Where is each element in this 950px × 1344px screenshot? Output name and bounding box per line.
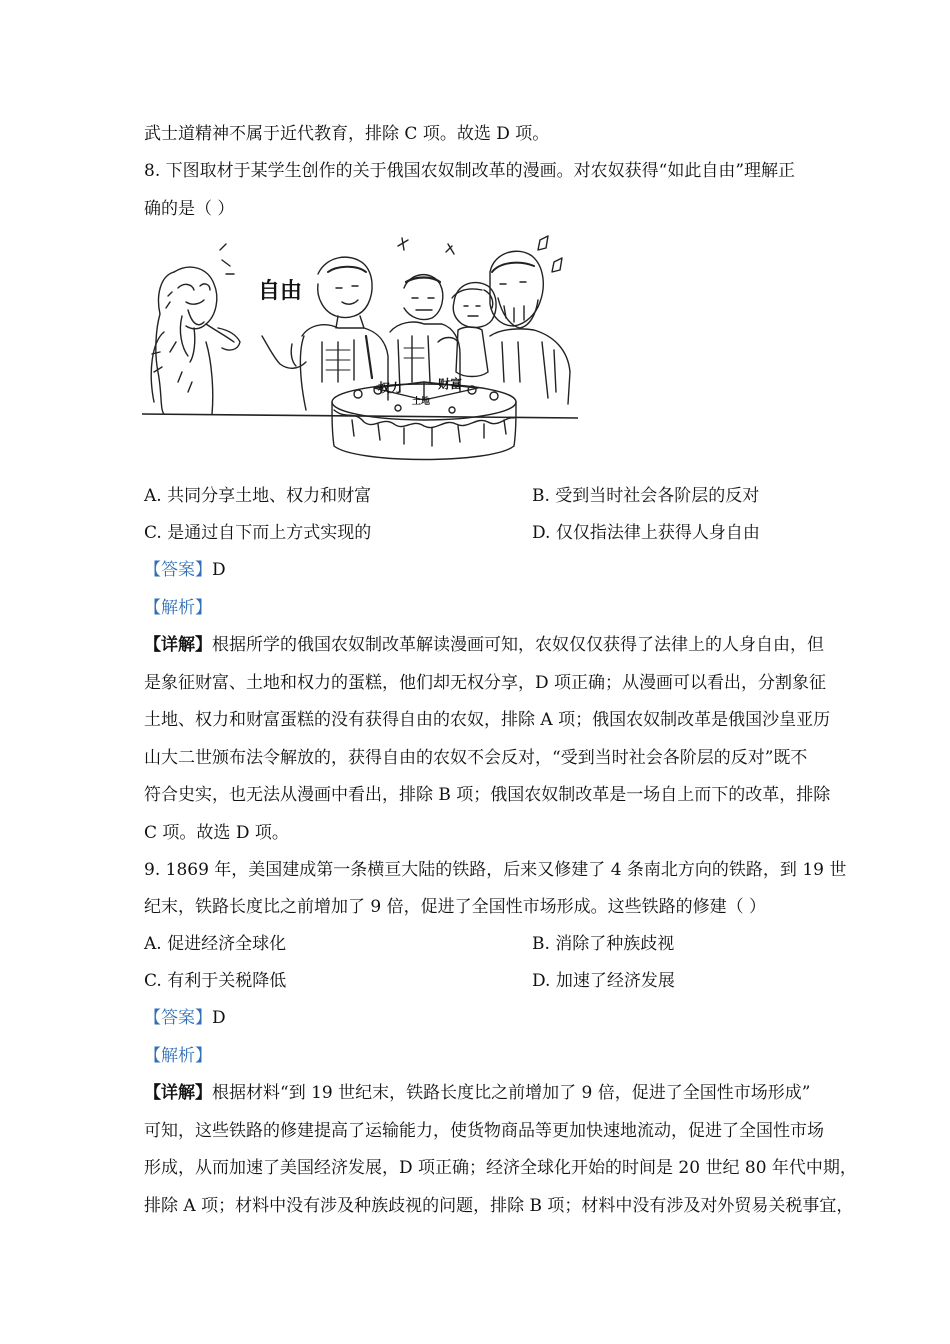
answer-value: D: [212, 1008, 226, 1028]
q8-option-c: C. 是通过自下而上方式实现的: [144, 523, 372, 543]
q9-detail-line-3: 形成，从而加速了美国经济发展，D 项正确；经济全球化开始的时间是 20 世纪 80 年代中期，: [144, 1158, 857, 1178]
q8-detail-line-1: [144, 633, 824, 657]
q8-detail-line-3: 土地、权力和财富蛋糕的没有获得自由的农奴，排除 A 项；俄国农奴制改革是俄国沙皇亚历: [144, 710, 831, 730]
cake-label-power: 权力: [378, 381, 403, 395]
q9-option-c: C. 有利于关税降低: [144, 971, 287, 991]
q9-detail-line-2: 可知，这些铁路的修建提高了运输能力，使货物商品等更加快速地流动，促进了全国性市场: [144, 1121, 824, 1141]
carryover-text: 武士道精神不属于近代教育，排除 C 项。故选 D 项。: [144, 124, 550, 144]
q8-detail-line-4: 山大二世颁布法令解放的，获得自由的农奴不会反对，“受到当时社会各阶层的反对”既不: [144, 748, 808, 768]
q8-stem-line-1: 8. 下图取材于某学生创作的关于俄国农奴制改革的漫画。对农奴获得“如此自由”理解正: [144, 161, 796, 181]
cake-label-wealth: 财富: [438, 377, 463, 391]
q9-stem-line-1: 9. 1869 年，美国建成第一条横亘大陆的铁路，后来又修建了 4 条南北方向的铁路，到 19 世: [144, 860, 847, 880]
cake-drawing: [332, 382, 516, 460]
answer-tag: 【答案】: [144, 1008, 212, 1028]
speech-label: 自由: [258, 279, 303, 304]
q8-option-b: B. 受到当时社会各阶层的反对: [532, 486, 760, 506]
answer-tag: 【答案】: [144, 560, 212, 580]
q9-option-a: A. 促进经济全球化: [144, 934, 287, 954]
answer-value: D: [212, 560, 226, 580]
detail-tag: 【详解】: [144, 635, 212, 655]
q9-option-b: B. 消除了种族歧视: [532, 934, 675, 954]
q8-analysis-tag: 【解析】: [144, 598, 212, 618]
cake-label-land: 土地: [412, 397, 431, 407]
serf-figure: [151, 267, 240, 414]
noble-figure-4: [490, 251, 570, 404]
q9-stem-line-2: 纪末，铁路长度比之前增加了 9 倍，促进了全国性市场形成。这些铁路的修建（ ）: [144, 897, 767, 917]
q9-detail-line-1: [144, 1081, 810, 1105]
detail-text: 根据所学的俄国农奴制改革解读漫画可知，农奴仅仅获得了法律上的人身自由，但: [212, 635, 824, 655]
detail-tag: 【详解】: [144, 1083, 212, 1103]
q9-option-d: D. 加速了经济发展: [532, 971, 675, 991]
q8-option-d: D. 仅仅指法律上获得人身自由: [532, 523, 760, 543]
q9-analysis-tag: 【解析】: [144, 1046, 212, 1066]
q9-detail-line-4: 排除 A 项；材料中没有涉及种族歧视的问题，排除 B 项；材料中没有涉及对外贸易关税事宜，: [144, 1196, 854, 1216]
q8-option-a: A. 共同分享土地、权力和财富: [144, 486, 372, 506]
detail-text: 根据材料“到 19 世纪末，铁路长度比之前增加了 9 倍，促进了全国性市场形成”: [212, 1083, 811, 1103]
noble-figure-2: [390, 275, 463, 392]
q8-detail-line-6: C 项。故选 D 项。: [144, 823, 289, 843]
serf-reform-cartoon: [142, 232, 578, 470]
q8-answer: [144, 558, 810, 582]
q9-answer: [144, 1006, 810, 1030]
noble-figure-3: [438, 283, 496, 377]
q8-detail-line-2: 是象征财富、土地和权力的蛋糕，他们却无权分享，D 项正确；从漫画可以看出，分割象征: [144, 673, 827, 693]
q8-stem-line-2: 确的是（ ）: [144, 199, 235, 219]
q8-detail-line-5: 符合史实，也无法从漫画中看出，排除 B 项；俄国农奴制改革是一场自上而下的改革，排除: [144, 785, 831, 805]
